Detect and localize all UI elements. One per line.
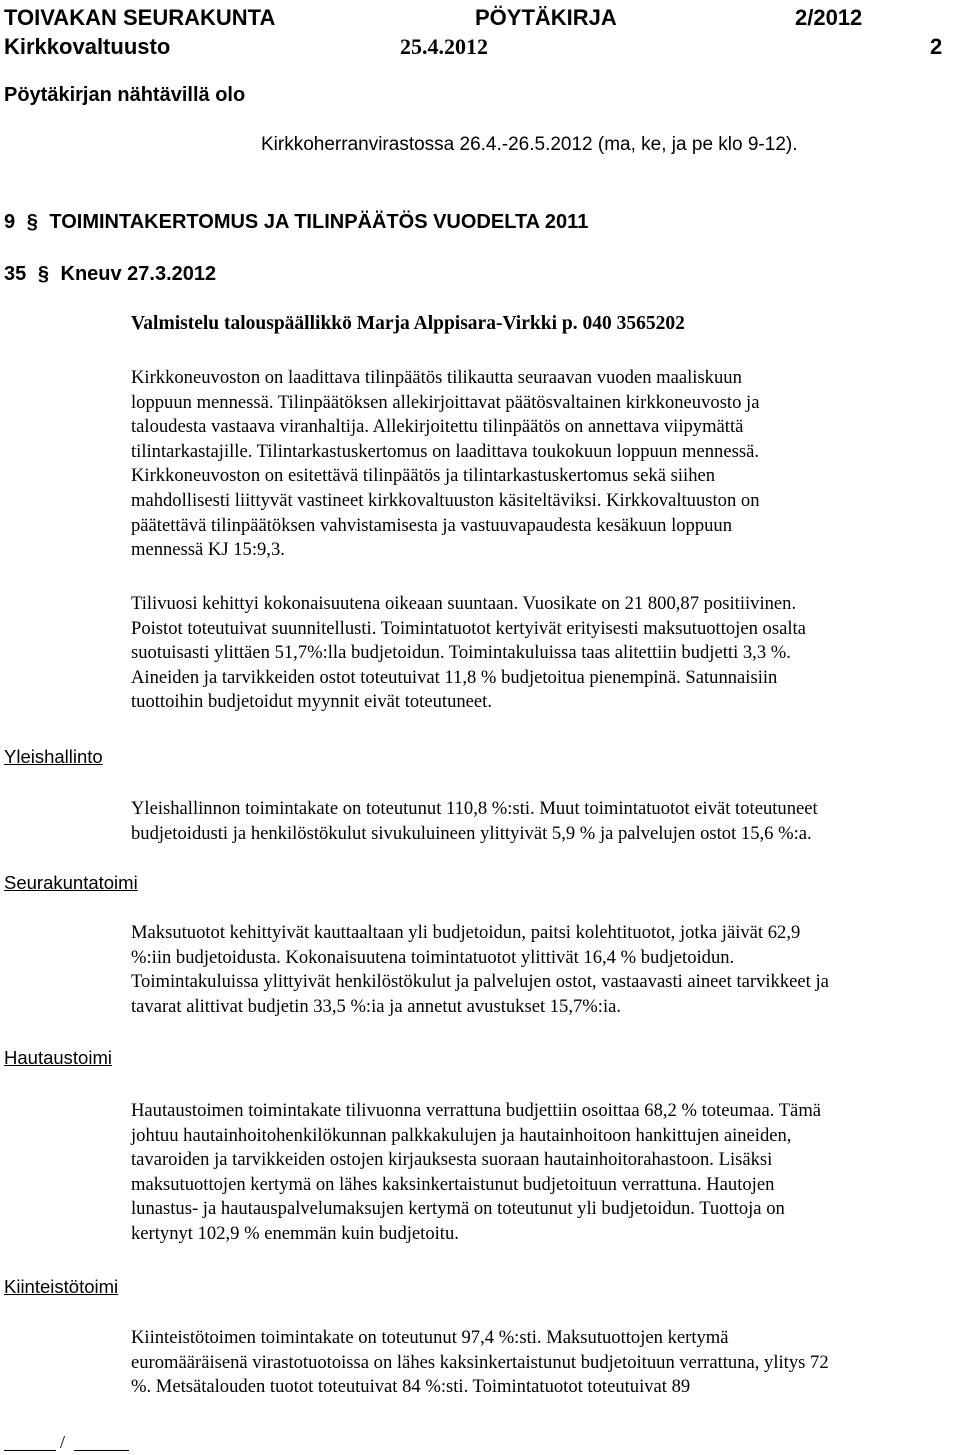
section-number: 9 [4, 211, 16, 233]
text-line: Toimintakuluissa ylittyivät henkilöstökulut ja palvelujen ostot, vastaavasti aineet tarvikkeet ja [131, 971, 829, 993]
text-line: tavaroiden ja tarvikkeiden ostojen kirjauksesta suoraan hautainhoitorahastoon. Lisäksi [131, 1149, 773, 1171]
side-label-yleishallinto: Yleishallinto [4, 746, 103, 767]
text-line [131, 1326, 960, 1351]
doc-type: PÖYTÄKIRJA [475, 5, 617, 30]
paragraph-yleishallinto [131, 797, 960, 846]
text-line: lunastus- ja hautauspalvelumaksujen kertymä on toteutunut yli budjetoidun. Tuottoja on [131, 1198, 785, 1220]
text-line: taloudesta vastaava viranhaltija. Allekirjoitettu tilinpäätös on annettava viipymättä [131, 416, 744, 438]
text-line: Maksutuotot kehittyivät kauttaaltaan yli budjetoidun, paitsi kolehtituotot, jotka jäivät 62,9 [131, 922, 801, 943]
page-number: 2 [930, 34, 943, 59]
text-line: tilintarkastajille. Tilintarkastuskertomus on laadittava toukokuun loppuun mennessä. [131, 440, 759, 462]
section-symbol: § [26, 211, 38, 233]
text-line: tuottoihin budjetoidut myynnit eivät toteutuneet. [131, 691, 492, 713]
text-line: tavarat alittivat budjetin 33,5 %:ia ja annetut avustukset 15,7%:ia. [131, 995, 622, 1017]
text-line: Kirkkoneuvoston on esitettävä tilinpäätös ja tilintarkastuskertomus sekä siihen [131, 465, 716, 487]
text-line: mennessä KJ 15:9,3. [131, 539, 285, 561]
text-line: Poistot toteutuivat suunnitellusti. Toimintatuotot kertyivät erityisesti maksutuottojen osalta [131, 617, 806, 639]
text-line: budjetoidusti ja henkilöstökulut sivukuluineen ylittyivät 5,9 % ja palvelujen ostot 15,6 %:a. [131, 822, 812, 844]
display-title: Pöytäkirjan nähtävillä olo [4, 84, 246, 106]
text-line: johtuu hautainhoitohenkilökunnan palkkakulujen ja hautainhoitoon hankittujen aineiden, [131, 1124, 792, 1146]
text-line: päätettävä tilinpäätöksen vahvistamisesta ja vastuuvapaudesta kesäkuun loppuun [131, 514, 733, 536]
paragraph-seurakuntatoimi [131, 921, 960, 1019]
text-line: mahdollisesti liittyvät vastineet kirkkovaltuuston käsiteltäviksi. Kirkkovaltuuston on [131, 489, 760, 511]
preparation-line: Valmistelu talouspäällikkö Marja Alppisara-Virkki p. 040 3565202 [131, 313, 685, 334]
text-line: Hautaustoimen toimintakate tilivuonna verrattuna budjettiin osoittaa 68,2 % toteumaa. Tämä [131, 1100, 822, 1121]
body-name: Kirkkovaltuusto [4, 34, 171, 59]
subsection-heading [4, 263, 216, 286]
paragraph-kiinteistotoimi [131, 1326, 960, 1400]
org-name: TOIVAKAN SEURAKUNTA [4, 5, 276, 30]
initials-slash: / [60, 1432, 66, 1452]
text-line: suotuisasti ylittäen 51,7%:lla budjetoidun. Toimintakuluissa taas alitettiin budjetti 3,3 %. [131, 642, 791, 664]
initials-underline-right [74, 1450, 129, 1451]
text-line: %. Metsätalouden tuotot toteutuivat 84 %:sti. Toimintatuotot toteutuivat 89 [131, 1376, 691, 1398]
display-text: Kirkkoherranvirastossa 26.4.-26.5.2012 (ma, ke, ja pe klo 9-12). [261, 134, 798, 155]
text-line: euromääräisenä virastotuotoissa on lähes kaksinkertaistunut budjetoituun verrattuna, ylitys 72 [131, 1351, 829, 1373]
subsection-title: Kneuv 27.3.2012 [60, 263, 217, 285]
text-fragment: Kiinteistötoimen toimintakate on toteutunut 97,4 %:sti. Maksutuottojen kertymä [131, 1327, 729, 1348]
section-title: TOIMINTAKERTOMUS JA TILINPÄÄTÖS VUODELTA 2011 [49, 211, 589, 233]
text-line: Kirkkoneuvoston on laadittava tilinpäätös tilikautta seuraavan vuoden maaliskuun [131, 367, 742, 388]
section-heading [4, 211, 588, 234]
paragraph-hautaustoimi [131, 1099, 960, 1247]
side-label-kiinteistotoimi: Kiinteistötoimi [4, 1276, 119, 1297]
text-line: loppuun mennessä. Tilinpäätöksen allekirjoittavat päätösvaltainen kirkkoneuvosto ja [131, 391, 760, 413]
side-label-seurakuntatoimi: Seurakuntatoimi [4, 872, 138, 893]
subsection-number: 35 [4, 263, 27, 285]
text-line: Aineiden ja tarvikkeiden ostot toteutuivat 11,8 % budjetoitua pienempinä. Satunnaisiin [131, 666, 778, 688]
meeting-date: 25.4.2012 [400, 34, 488, 59]
side-label-hautaustoimi: Hautaustoimi [4, 1047, 112, 1068]
initials-underline-left [4, 1450, 56, 1451]
doc-number: 2/2012 [795, 5, 863, 30]
subsection-symbol: § [37, 263, 49, 285]
text-line: Tilivuosi kehittyi kokonaisuutena oikeaan suuntaan. Vuosikate on 21 800,87 positiivinen. [131, 593, 797, 614]
paragraph-financial-statement-rules [131, 366, 960, 563]
text-line: %:iin budjetoidusta. Kokonaisuutena toimintatuotot ylittivät 16,4 % budjetoidun. [131, 946, 735, 968]
text-line: kertynyt 102,9 % enemmän kuin budjetoitu. [131, 1222, 459, 1244]
text-line: maksutuottojen kertymä on lähes kaksinkertaistunut budjetoituun verrattuna. Hautojen [131, 1173, 775, 1195]
initials-line [4, 1433, 129, 1453]
paragraph-fiscal-year-summary [131, 592, 960, 715]
text-line: Yleishallinnon toimintakate on toteutunut 110,8 %:sti. Muut toimintatuotot eivät toteutuneet [131, 798, 818, 819]
